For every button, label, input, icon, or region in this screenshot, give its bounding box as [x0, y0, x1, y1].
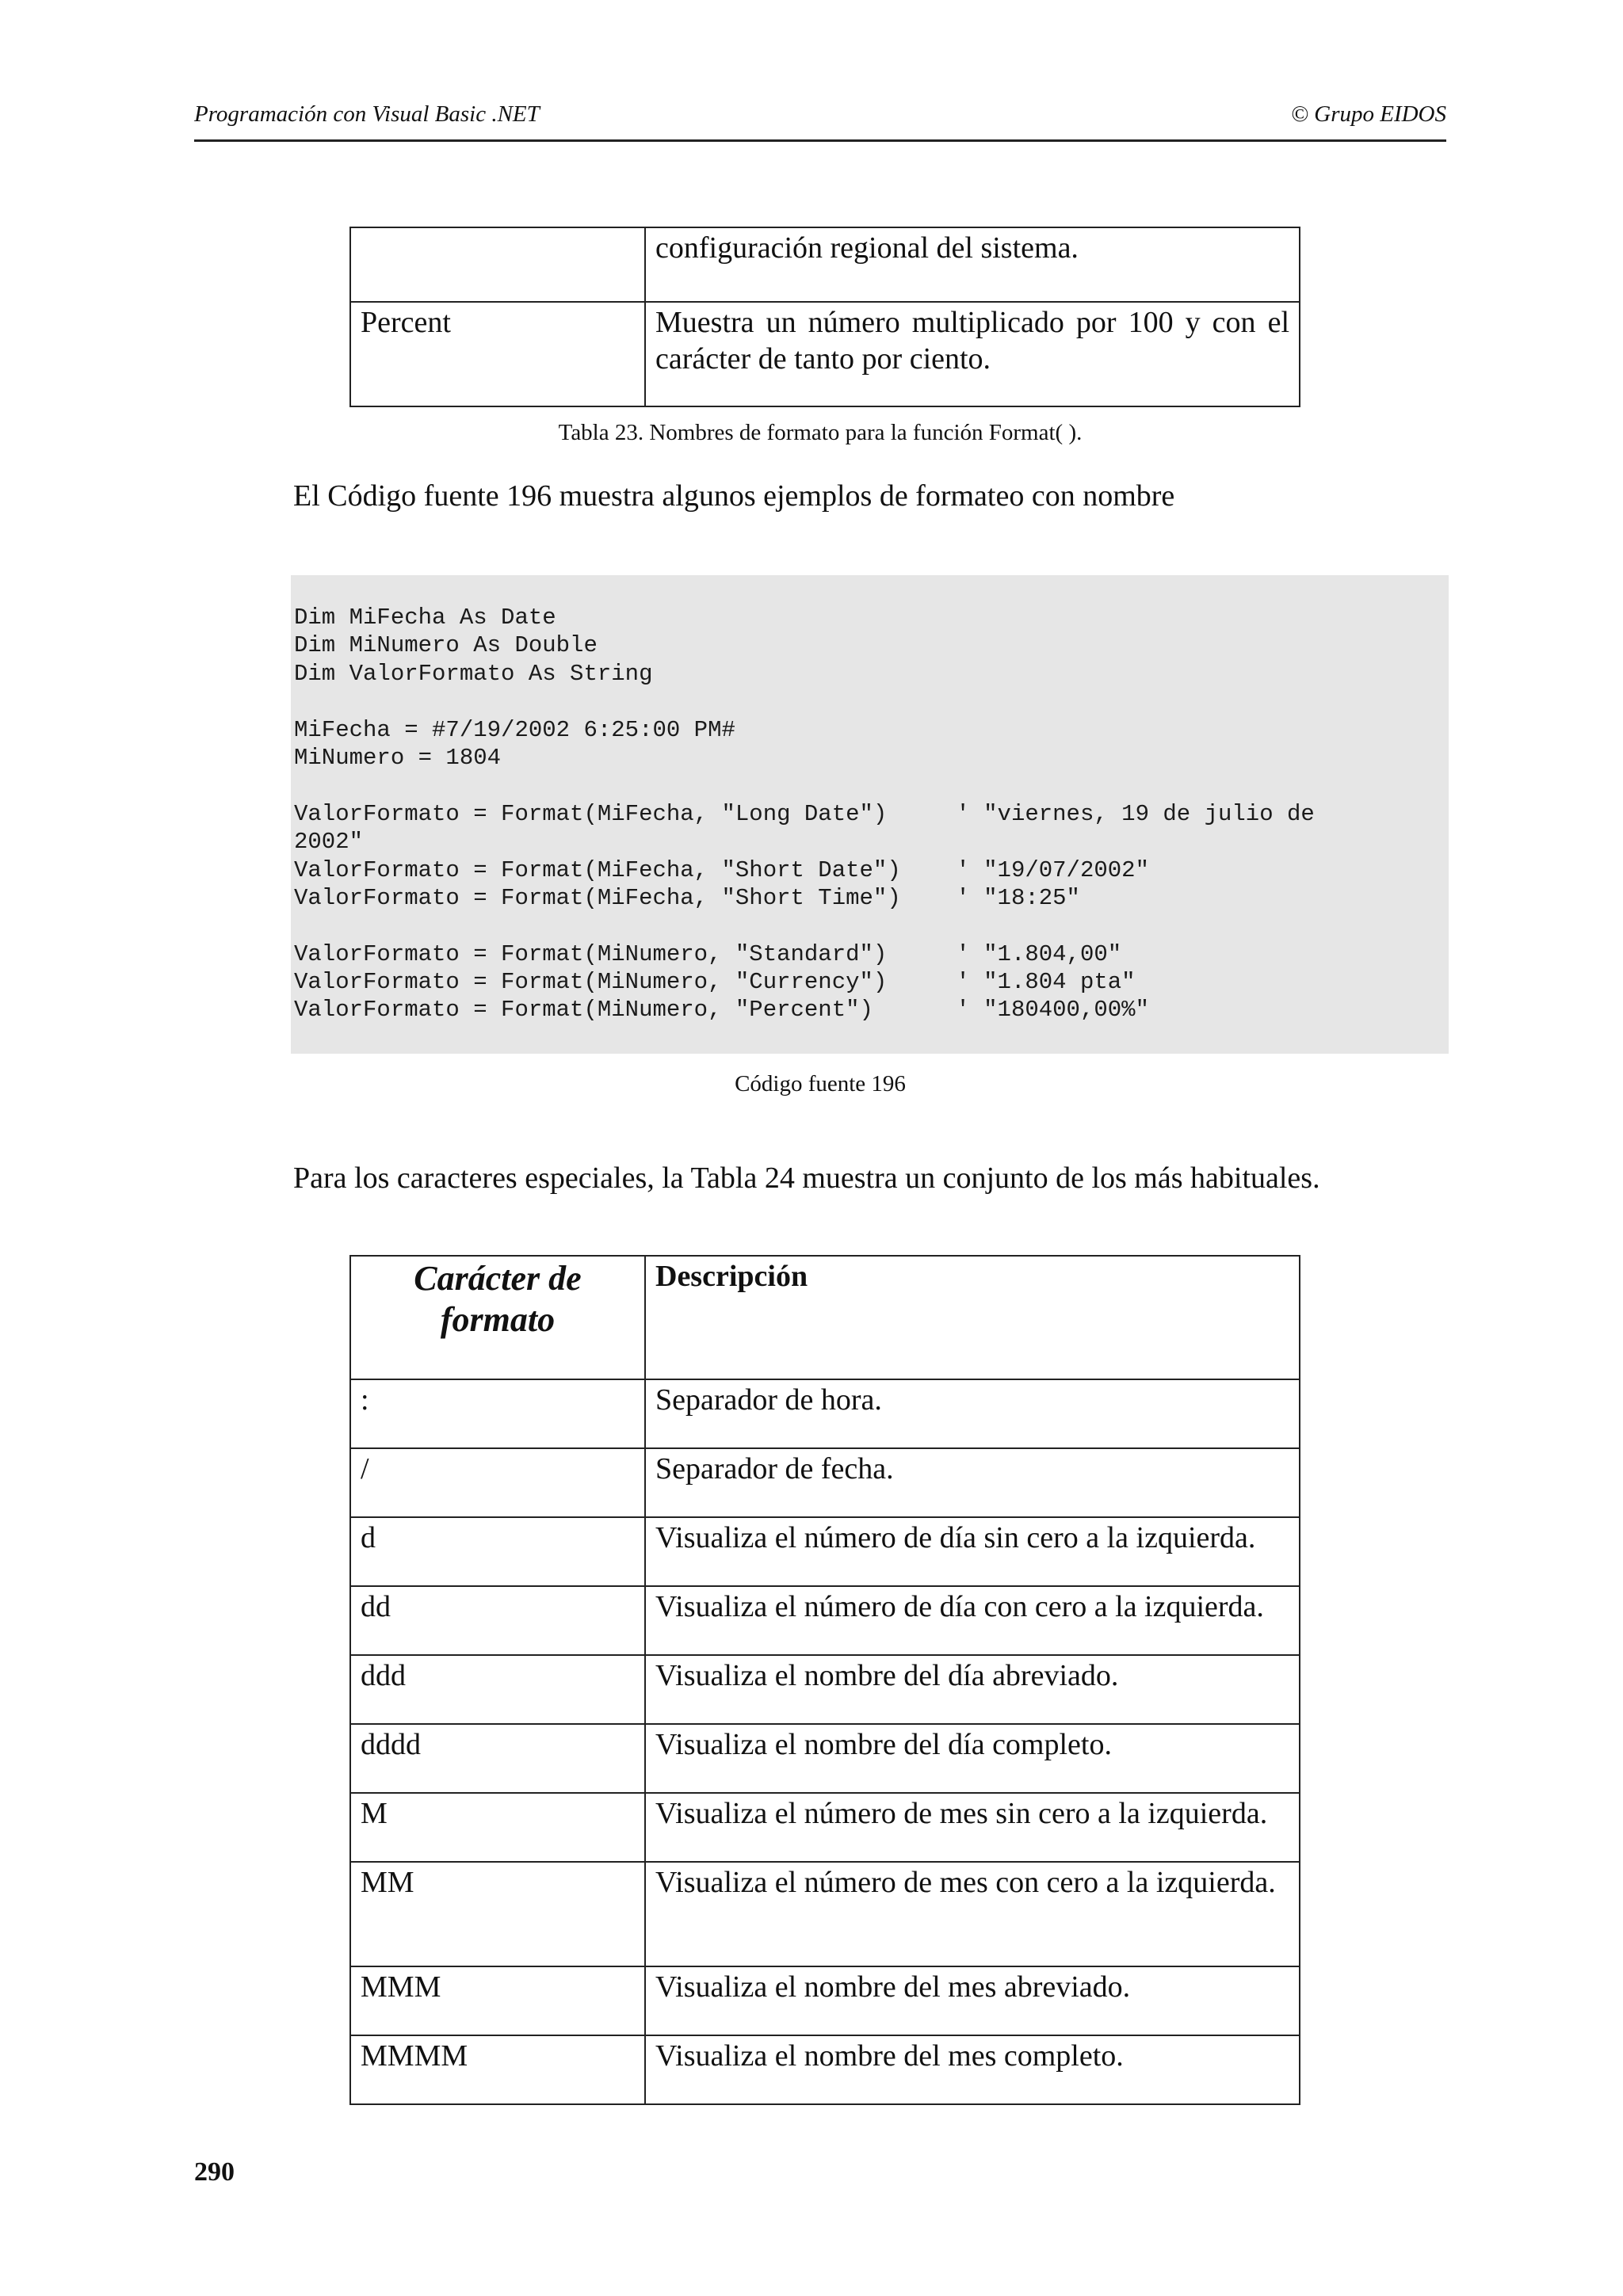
page-header [194, 93, 1446, 142]
code-line: MiNumero = 1804 [294, 744, 502, 771]
table-row [350, 302, 1300, 406]
paragraph-intro-code: El Código fuente 196 muestra algunos ejemplos de formateo con nombre [293, 479, 1175, 513]
table-row [350, 1448, 1300, 1517]
code-line: Dim ValorFormato As String [294, 660, 653, 687]
table-header-row [350, 1256, 1300, 1379]
table-cell-format-char: MMM [350, 1966, 645, 2035]
code-caption: Código fuente 196 [735, 1071, 906, 1097]
page-number: 290 [194, 2157, 235, 2187]
code-line: ValorFormato = Format(MiFecha, "Long Date") ' "viernes, 19 de julio de [294, 800, 1315, 827]
table-row [350, 1966, 1300, 2035]
table-cell-format-char: : [350, 1379, 645, 1448]
table-cell-format-char: MM [350, 1862, 645, 1966]
column-header-format-char: Carácter de formato [350, 1256, 645, 1379]
table-cell-description: configuración regional del sistema. [645, 227, 1300, 302]
table-row [350, 227, 1300, 302]
table-row [350, 2035, 1300, 2104]
paragraph-intro-table: Para los caracteres especiales, la Tabla 24 muestra un conjunto de los más habituales. [293, 1161, 1320, 1195]
table-cell-format-char: MMMM [350, 2035, 645, 2104]
code-line [294, 772, 1445, 799]
code-line: MiFecha = #7/19/2002 6:25:00 PM# [294, 716, 735, 743]
table-cell-format-char: ddd [350, 1655, 645, 1724]
code-block [291, 575, 1449, 1054]
table-cell-description: Separador de hora. [645, 1379, 1300, 1448]
table-cell-description: Visualiza el número de día con cero a la izquierda. [645, 1586, 1300, 1655]
table-cell-format-name: Percent [350, 302, 645, 406]
table-row [350, 1655, 1300, 1724]
table-cell-description: Visualiza el número de mes sin cero a la izquierda. [645, 1793, 1300, 1862]
table-cell-format-char: dddd [350, 1724, 645, 1793]
code-line: Dim MiFecha As Date [294, 605, 556, 631]
table-cell-description: Visualiza el número de mes con cero a la izquierda. [645, 1862, 1300, 1966]
table-cell-format-char: / [350, 1448, 645, 1517]
table-cell-description: Muestra un número multiplicado por 100 y con el carácter de tanto por ciento. [645, 302, 1300, 406]
table-cell-description: Visualiza el nombre del día abreviado. [645, 1655, 1300, 1724]
table-row [350, 1586, 1300, 1655]
code-line: ValorFormato = Format(MiFecha, "Short Time") ' "18:25" [294, 884, 1080, 911]
table-24 [349, 1255, 1300, 2105]
table-23-caption: Tabla 23. Nombres de formato para la función Format( ). [558, 420, 1083, 445]
table-row [350, 1793, 1300, 1862]
code-line: ValorFormato = Format(MiNumero, "Currency") ' "1.804 pta" [294, 969, 1136, 996]
table-cell-format-char: d [350, 1517, 645, 1586]
code-line: Dim MiNumero As Double [294, 632, 598, 659]
table-row [350, 1724, 1300, 1793]
table-row [350, 1517, 1300, 1586]
code-line: ValorFormato = Format(MiNumero, "Standard") ' "1.804,00" [294, 940, 1122, 967]
code-line [294, 688, 1445, 715]
table-cell-description: Visualiza el nombre del día completo. [645, 1724, 1300, 1793]
table-cell-format-char: dd [350, 1586, 645, 1655]
table-row [350, 1862, 1300, 1966]
header-publisher: © Grupo EIDOS [1290, 101, 1446, 127]
table-cell-description: Separador de fecha. [645, 1448, 1300, 1517]
table-23 [349, 227, 1300, 407]
code-line [294, 912, 1445, 940]
table-cell-description: Visualiza el nombre del mes abreviado. [645, 1966, 1300, 2035]
header-book-title: Programación con Visual Basic .NET [194, 101, 540, 127]
code-line: ValorFormato = Format(MiNumero, "Percent") ' "180400,00%" [294, 997, 1149, 1024]
column-header-description: Descripción [645, 1256, 1300, 1379]
table-row [350, 1379, 1300, 1448]
table-cell-description: Visualiza el número de día sin cero a la izquierda. [645, 1517, 1300, 1586]
table-cell-format-name [350, 227, 645, 302]
table-cell-format-char: M [350, 1793, 645, 1862]
code-line: 2002" [294, 829, 364, 856]
table-cell-description: Visualiza el nombre del mes completo. [645, 2035, 1300, 2104]
code-line: ValorFormato = Format(MiFecha, "Short Date") ' "19/07/2002" [294, 856, 1149, 883]
